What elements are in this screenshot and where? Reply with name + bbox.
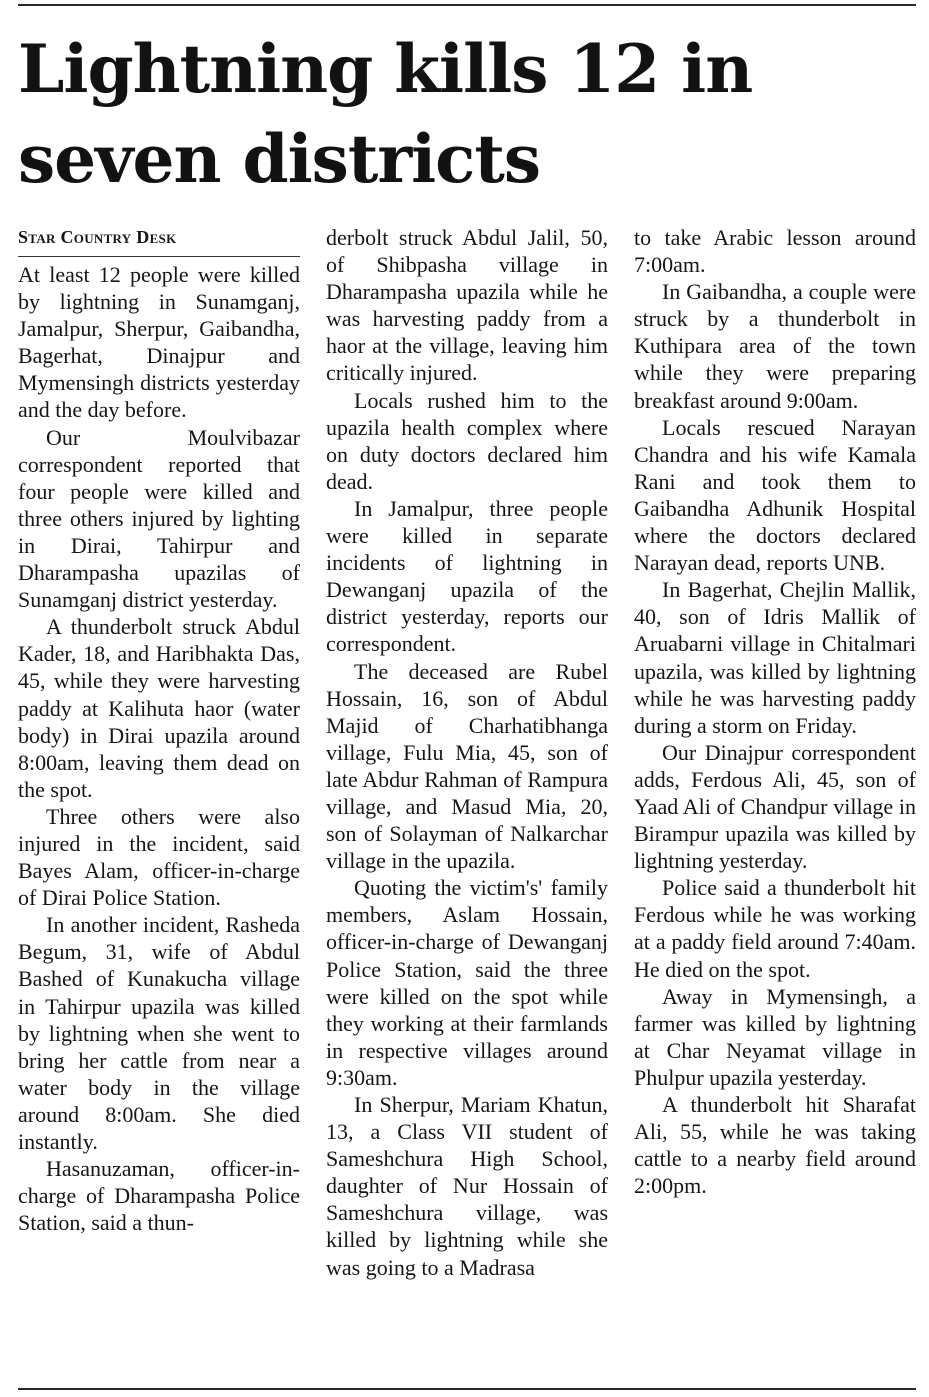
paragraph: A thunderbolt hit Sharafat Ali, 55, while he was taking cattle to a nearby field around 2:00pm.	[634, 1092, 916, 1199]
article-column-1	[18, 224, 300, 1380]
paragraph: In Gaibandha, a couple were struck by a thunderbolt in Kuthipara area of the town while they were preparing breakfast around 9:00am.	[634, 279, 916, 413]
paragraph: Three others were also injured in the incident, said Bayes Alam, officer-in-charge of Dirai Police Station.	[18, 803, 300, 911]
paragraph: Away in Mymensingh, a farmer was killed by lightning at Char Neyamat village in Phulpur upazila yesterday.	[634, 983, 916, 1090]
paragraph: In Bagerhat, Chejlin Mallik, 40, son of Idris Mallik of Aruabarni village in Chitalmari upazila, was killed by lightning while he was harvesting paddy during a storm on Friday.	[634, 577, 916, 738]
paragraph: In Sherpur, Mariam Khatun, 13, a Class VII student of Sameshchura High School, daughter of Nur Hossain of Sameshchura village, was killed by lightning while she was going to a Madrasa	[326, 1092, 608, 1280]
headline: Lightning kills 12 in seven districts	[18, 30, 753, 198]
paragraph: derbolt struck Abdul Jalil, 50, of Shibpasha village in Dharampasha upazila while he was harvesting paddy from a haor at the village, leaving him critically injured.	[326, 225, 608, 386]
paragraph: Locals rescued Narayan Chandra and his wife Kamala Rani and took them to Gaibandha Adhunik Hospital where the doctors declared Narayan dead, reports UNB.	[634, 414, 916, 576]
article-column-2	[326, 224, 608, 1380]
paragraph: A thunderbolt struck Abdul Kader, 18, and Haribhakta Das, 45, while they were harvesting paddy at Kalihuta haor (water body) in Dirai upazila around 8:00am, leaving them dead on the spot.	[18, 614, 300, 802]
paragraph: In Jamalpur, three people were killed in separate incidents of lightning in Dewanganj upazila of the district yesterday, reports our correspondent.	[326, 495, 608, 657]
paragraph: Locals rushed him to the upazila health complex where on duty doctors declared him dead.	[326, 387, 608, 494]
byline: Star Country Desk	[18, 224, 300, 257]
paragraph: Police said a thunderbolt hit Ferdous while he was working at a paddy field around 7:40am. He died on the spot.	[634, 875, 916, 982]
paragraph: to take Arabic lesson around 7:00am.	[634, 225, 916, 278]
paragraph: Our Moulvibazar correspondent reported that four people were killed and three others injured by lighting in Dirai, Tahirpur and Dharampasha upazilas of Sunamganj district yesterday.	[18, 424, 300, 613]
article-column-3	[634, 224, 916, 1380]
paragraph: The deceased are Rubel Hossain, 16, son of Abdul Majid of Charhatibhanga village, Fulu Mia, 45, son of late Abdur Rahman of Rampura village, and Masud Mia, 20, son of Solayman of Nalkarchar village in the upazila.	[326, 658, 608, 874]
paragraph: Quoting the victim's' family members, Aslam Hossain, officer-in-charge of Dewanganj Police Station, said the three were killed on the spot while they working at their farmlands in respective villages around 9:30am.	[326, 875, 608, 1090]
paragraph: Hasanuzaman, officer-in-charge of Dharampasha Police Station, said a thun-	[18, 1156, 300, 1236]
top-rule	[18, 4, 916, 6]
paragraph: At least 12 people were killed by lightning in Sunamganj, Jamalpur, Sherpur, Gaibandha, Bagerhat, Dinajpur and Mymensingh districts yesterday and the day before.	[18, 262, 300, 423]
bottom-rule	[18, 1388, 916, 1390]
paragraph: Our Dinajpur correspondent adds, Ferdous Ali, 45, son of Yaad Ali of Chandpur village in Birampur upazila was killed by lightning yesterday.	[634, 739, 916, 874]
paragraph: In another incident, Rasheda Begum, 31, wife of Abdul Bashed of Kunakucha village in Tahirpur upazila was killed by lightning when she went to bring her cattle from near a water body in the village around 8:00am. She died instantly.	[18, 912, 300, 1154]
